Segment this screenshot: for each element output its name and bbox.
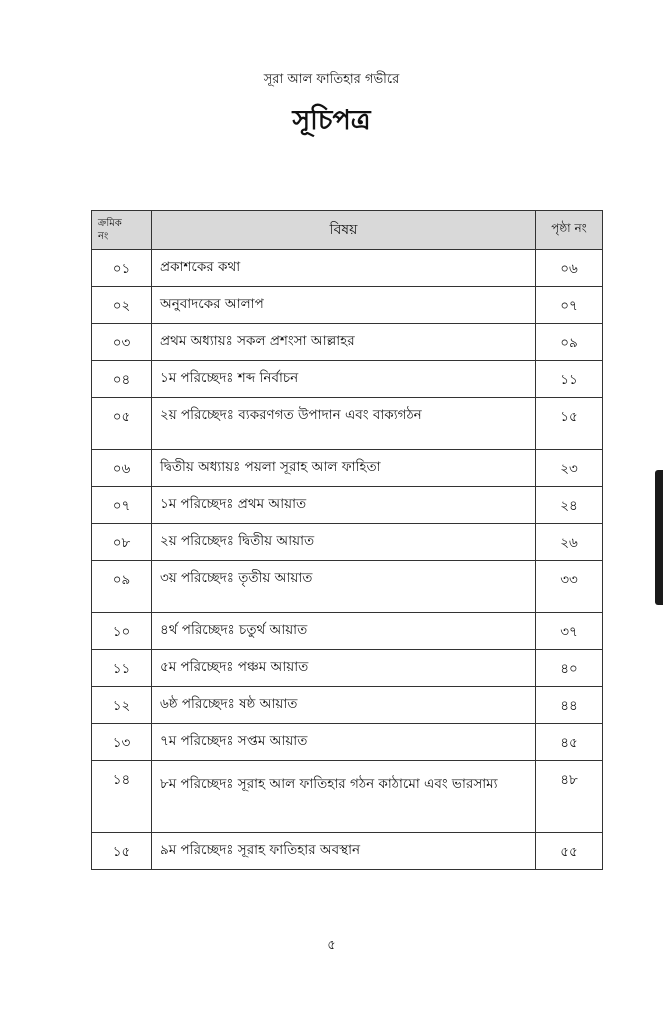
table-row bbox=[92, 450, 603, 487]
row-serial: ০৭ bbox=[92, 487, 152, 524]
row-serial: ০৯ bbox=[92, 561, 152, 613]
page-title: সূচিপত্র bbox=[292, 105, 371, 136]
row-serial: ০৪ bbox=[92, 361, 152, 398]
table-row bbox=[92, 687, 603, 724]
row-page: ৪৫ bbox=[536, 724, 603, 761]
row-page: ৩৭ bbox=[536, 613, 603, 650]
row-page: ৪৮ bbox=[536, 761, 603, 833]
row-title: ৪র্থ পরিচ্ছেদঃ চতুর্থ আয়াত bbox=[152, 613, 536, 650]
row-title: ১ম পরিচ্ছেদঃ শব্দ নির্বাচন bbox=[152, 361, 536, 398]
row-serial: ০২ bbox=[92, 287, 152, 324]
row-page: ৪০ bbox=[536, 650, 603, 687]
column-header-serial-line1: ক্রমিক bbox=[98, 218, 122, 229]
row-page: ০৬ bbox=[536, 250, 603, 287]
row-title: ৩য় পরিচ্ছেদঃ তৃতীয় আয়াত bbox=[152, 561, 536, 613]
row-title: প্রথম অধ্যায়ঃ সকল প্রশংসা আল্লাহর bbox=[152, 324, 536, 361]
running-header: সূরা আল ফাতিহার গভীরে bbox=[263, 72, 400, 87]
row-title: ৭ম পরিচ্ছেদঃ সপ্তম আয়াত bbox=[152, 724, 536, 761]
table-row bbox=[92, 561, 603, 613]
row-serial: ০৫ bbox=[92, 398, 152, 450]
row-serial: ১৪ bbox=[92, 761, 152, 833]
row-serial: ১৩ bbox=[92, 724, 152, 761]
table-row bbox=[92, 361, 603, 398]
row-page: ১১ bbox=[536, 361, 603, 398]
table-row bbox=[92, 761, 603, 833]
row-title: ১ম পরিচ্ছেদঃ প্রথম আয়াত bbox=[152, 487, 536, 524]
row-page: ১৫ bbox=[536, 398, 603, 450]
row-serial: ১০ bbox=[92, 613, 152, 650]
row-serial: ০১ bbox=[92, 250, 152, 287]
row-page: ৪৪ bbox=[536, 687, 603, 724]
table-row bbox=[92, 833, 603, 870]
row-serial: ১১ bbox=[92, 650, 152, 687]
row-title: দ্বিতীয় অধ্যায়ঃ পয়লা সূরাহ আল ফাহিতা bbox=[152, 450, 536, 487]
table-row bbox=[92, 724, 603, 761]
row-serial: ০৬ bbox=[92, 450, 152, 487]
row-title: ২য় পরিচ্ছেদঃ দ্বিতীয় আয়াত bbox=[152, 524, 536, 561]
row-page: ২৪ bbox=[536, 487, 603, 524]
table-row bbox=[92, 524, 603, 561]
row-title: প্রকাশকের কথা bbox=[152, 250, 536, 287]
table-row bbox=[92, 287, 603, 324]
row-title: ৬ষ্ঠ পরিচ্ছেদঃ ষষ্ঠ আয়াত bbox=[152, 687, 536, 724]
row-page: ৫৫ bbox=[536, 833, 603, 870]
table-row bbox=[92, 487, 603, 524]
row-title: ৯ম পরিচ্ছেদঃ সূরাহ ফাতিহার অবস্থান bbox=[152, 833, 536, 870]
table-row bbox=[92, 613, 603, 650]
page-number: ৫ bbox=[327, 938, 336, 953]
page-edge-tab bbox=[655, 470, 663, 605]
table-row bbox=[92, 250, 603, 287]
table-row bbox=[92, 650, 603, 687]
column-header-page: পৃষ্ঠা নং bbox=[536, 211, 603, 250]
column-header-serial bbox=[92, 211, 152, 250]
table-row bbox=[92, 324, 603, 361]
column-header-serial-line2: নং bbox=[98, 231, 109, 242]
row-title: অনুবাদকের আলাপ bbox=[152, 287, 536, 324]
row-serial: ১৫ bbox=[92, 833, 152, 870]
row-page: ২৬ bbox=[536, 524, 603, 561]
row-title: ৫ম পরিচ্ছেদঃ পঞ্চম আয়াত bbox=[152, 650, 536, 687]
row-page: ০৭ bbox=[536, 287, 603, 324]
row-title: ৮ম পরিচ্ছেদঃ সূরাহ আল ফাতিহার গঠন কাঠামো এবং ভারসাম্য bbox=[152, 761, 536, 833]
row-serial: ১২ bbox=[92, 687, 152, 724]
table-header-row bbox=[92, 211, 603, 250]
row-page: ২৩ bbox=[536, 450, 603, 487]
row-serial: ০৩ bbox=[92, 324, 152, 361]
table-row bbox=[92, 398, 603, 450]
row-page: ০৯ bbox=[536, 324, 603, 361]
row-serial: ০৮ bbox=[92, 524, 152, 561]
row-page: ৩৩ bbox=[536, 561, 603, 613]
table-of-contents bbox=[91, 210, 603, 870]
column-header-subject: বিষয় bbox=[152, 211, 536, 250]
row-title: ২য় পরিচ্ছেদঃ ব্যকরণগত উপাদান এবং বাক্যগঠন bbox=[152, 398, 536, 450]
